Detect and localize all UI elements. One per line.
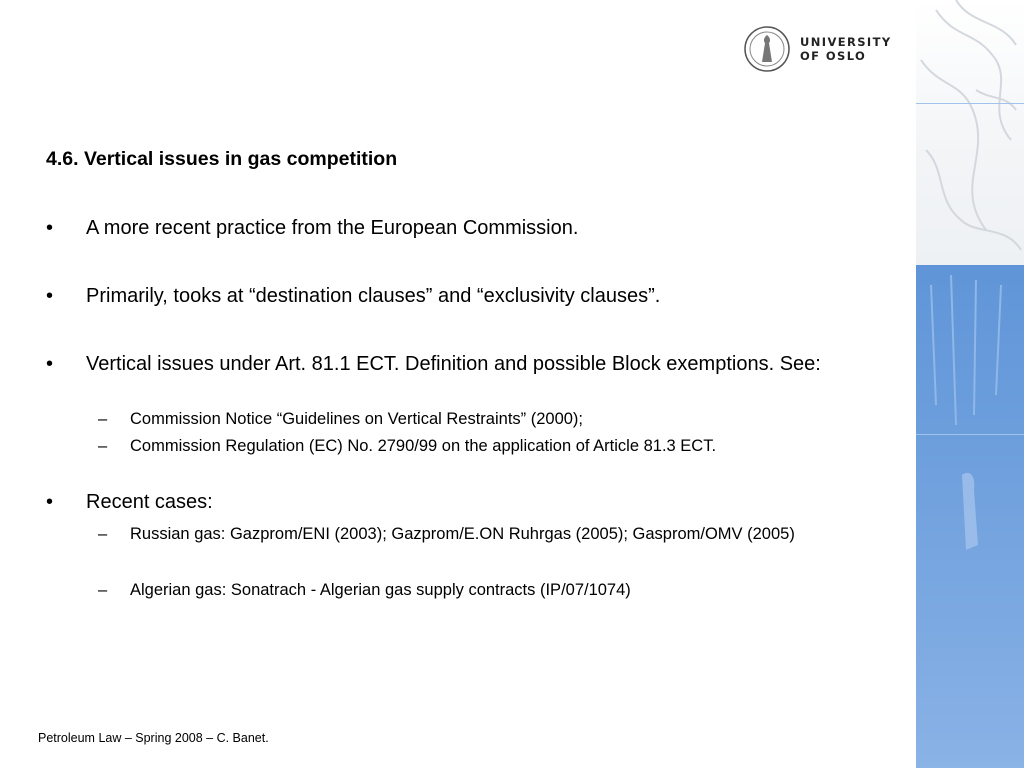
logo-line-1: UNIVERSITY xyxy=(800,35,892,49)
bullet-mark: • xyxy=(46,217,54,239)
bullet-text: Recent cases: xyxy=(86,491,213,513)
logo-line-2: OF OSLO xyxy=(800,49,867,63)
figure-decoration xyxy=(916,265,1024,768)
bullet-text: A more recent practice from the European Commission. xyxy=(86,217,579,239)
sculpture-decoration xyxy=(916,0,1024,265)
sub-bullet-mark: – xyxy=(98,581,108,599)
band-divider-line xyxy=(916,103,1024,104)
bullet-mark: • xyxy=(46,285,54,307)
sub-bullet-text: Commission Regulation (EC) No. 2790/99 on the application of Article 81.3 ECT. xyxy=(130,437,717,455)
sub-bullet-text: Russian gas: Gazprom/ENI (2003); Gazprom/E.ON Ruhrgas (2005); Gasprom/OMV (2005) xyxy=(130,525,795,543)
sub-bullet-mark: – xyxy=(98,410,108,428)
decorative-side-band xyxy=(916,0,1024,768)
bullet-mark: • xyxy=(46,491,54,513)
side-band-blue-area xyxy=(916,265,1024,768)
band-divider-line xyxy=(916,434,1024,435)
sub-bullet-text: Commission Notice “Guidelines on Vertical Restraints” (2000); xyxy=(130,410,584,428)
sub-bullet-text: Algerian gas: Sonatrach - Algerian gas supply contracts (IP/07/1074) xyxy=(130,581,631,599)
sub-bullet-mark: – xyxy=(98,525,108,543)
sub-bullet-mark: – xyxy=(98,437,108,455)
university-seal-icon xyxy=(742,24,792,74)
side-band-sculpture-area xyxy=(916,0,1024,265)
university-name xyxy=(800,35,892,63)
university-logo xyxy=(742,24,902,74)
bullet-text: Primarily, tooks at “destination clauses” and “exclusivity clauses”. xyxy=(86,285,661,307)
slide-title: 4.6. Vertical issues in gas competition xyxy=(46,148,398,170)
slide-footer: Petroleum Law – Spring 2008 – C. Banet. xyxy=(38,731,269,745)
bullet-text: Vertical issues under Art. 81.1 ECT. Definition and possible Block exemptions. See: xyxy=(86,353,821,375)
bullet-mark: • xyxy=(46,353,54,375)
